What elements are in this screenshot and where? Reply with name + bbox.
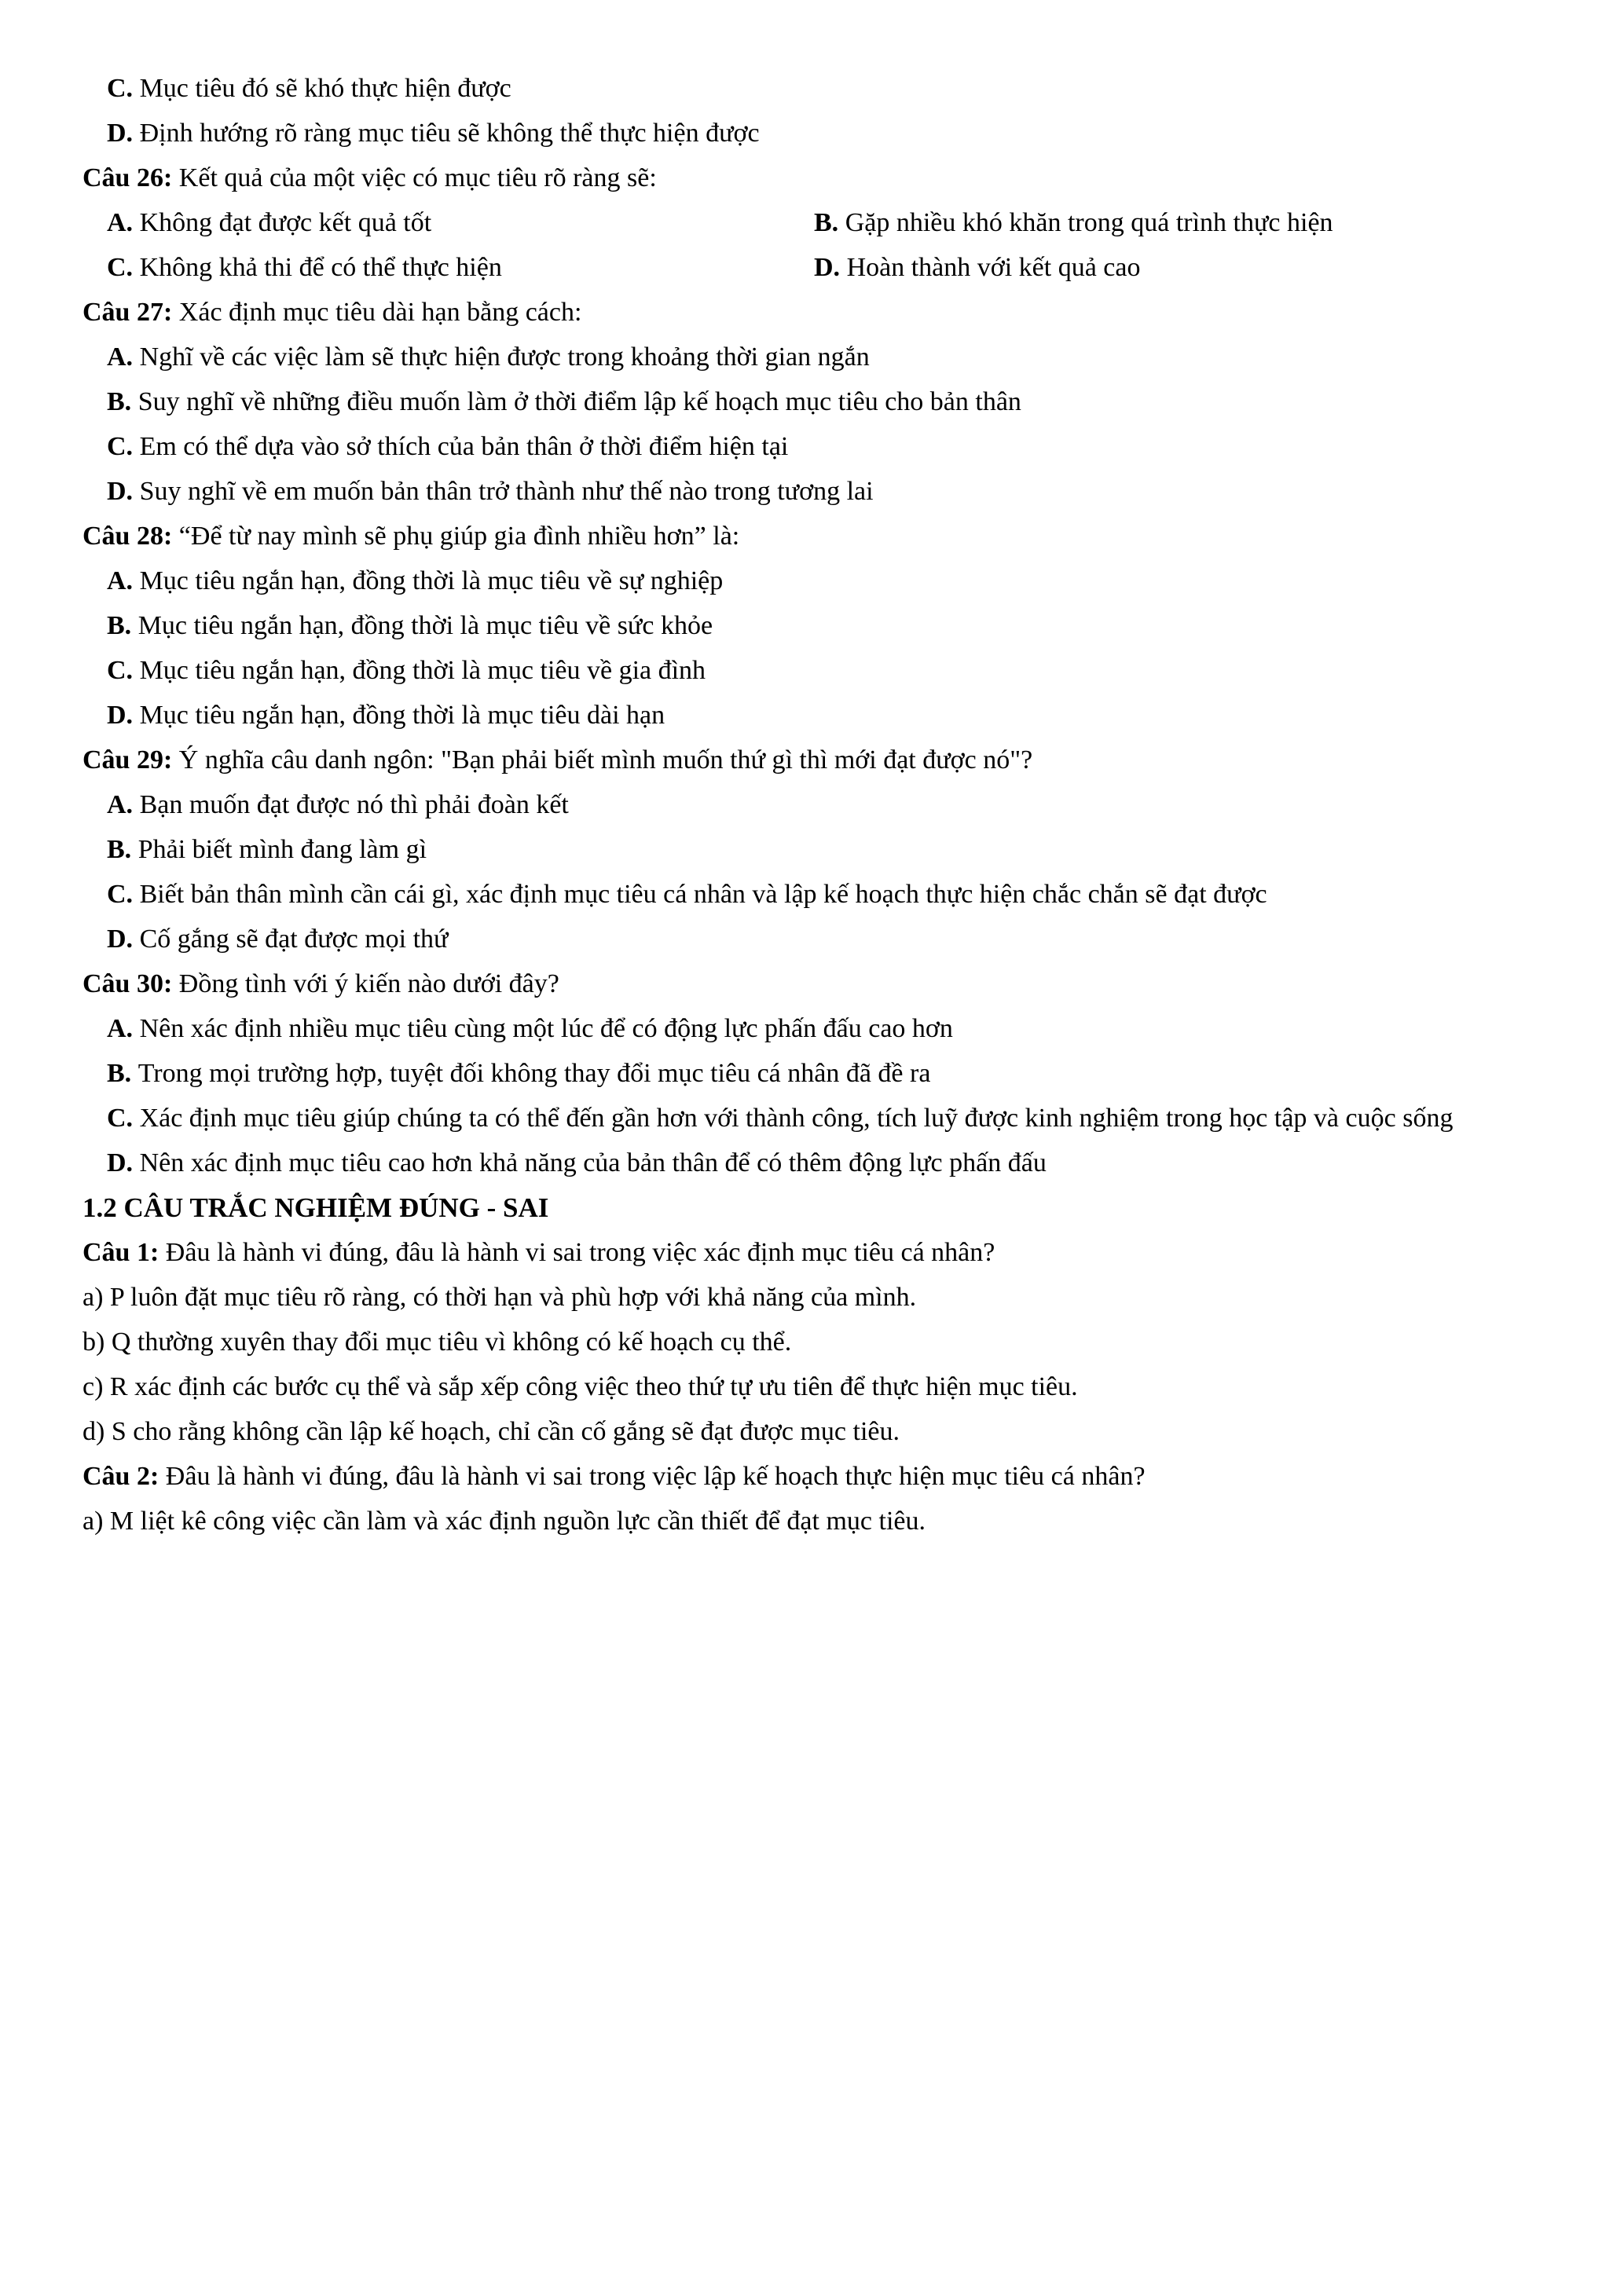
option-pair-line (82, 245, 1543, 290)
bold-label: A. (107, 342, 140, 372)
option-pair-line (82, 200, 1543, 245)
option-line: C. Mục tiêu đó sẽ khó thực hiện được (107, 74, 511, 103)
question-line: Câu 26: Kết quả của một việc có mục tiêu rõ ràng sẽ: (82, 163, 657, 192)
option-line: D. Nên xác định mục tiêu cao hơn khả năng của bản thân để có thêm động lực phấn đấu (107, 1148, 1047, 1177)
bold-label: C. (107, 253, 140, 282)
bold-label: C. (107, 656, 140, 685)
document-body (82, 66, 1543, 1543)
bold-label: D. (107, 477, 140, 506)
bold-label: D. (107, 925, 140, 954)
option-cell: A. Không đạt được kết quả tốt (107, 208, 432, 237)
bold-label: C. (107, 432, 140, 461)
bold-label: A. (107, 790, 140, 819)
bold-label: C. (107, 1104, 140, 1133)
statement-line: d) S cho rằng không cần lập kế hoạch, chỉ cần cố gắng sẽ đạt được mục tiêu. (82, 1417, 900, 1446)
option-line: B. Phải biết mình đang làm gì (107, 835, 427, 864)
option-line: D. Mục tiêu ngắn hạn, đồng thời là mục tiêu dài hạn (107, 701, 665, 730)
question-line: Câu 29: Ý nghĩa câu danh ngôn: "Bạn phải biết mình muốn thứ gì thì mới đạt được nó"? (82, 745, 1033, 774)
bold-label: B. (107, 611, 138, 640)
statement-line: c) R xác định các bước cụ thể và sắp xếp công việc theo thứ tự ưu tiên để thực hiện mục tiêu. (82, 1372, 1078, 1401)
section-heading: 1.2 CÂU TRẮC NGHIỆM ĐÚNG - SAI (82, 1192, 549, 1223)
bold-label: Câu 26: (82, 163, 179, 192)
bold-label: D. (107, 1148, 140, 1177)
bold-label: D. (814, 253, 847, 282)
question-line: Câu 27: Xác định mục tiêu dài hạn bằng cách: (82, 298, 582, 327)
option-line: A. Nghĩ về các việc làm sẽ thực hiện được trong khoảng thời gian ngắn (107, 342, 870, 372)
option-line: C. Biết bản thân mình cần cái gì, xác định mục tiêu cá nhân và lập kế hoạch thực hiện chắc chắn sẽ đạt được (107, 880, 1267, 909)
question-line: Câu 30: Đồng tình với ý kiến nào dưới đây? (82, 969, 559, 998)
option-cell: D. Hoàn thành với kết quả cao (814, 253, 1141, 282)
option-line: B. Trong mọi trường hợp, tuyệt đối không thay đổi mục tiêu cá nhân đã đề ra (107, 1059, 931, 1088)
bold-label: Câu 27: (82, 298, 179, 327)
statement-line: a) P luôn đặt mục tiêu rõ ràng, có thời hạn và phù hợp với khả năng của mình. (82, 1283, 917, 1312)
bold-label: D. (107, 119, 140, 148)
bold-label: A. (107, 208, 140, 237)
option-cell: C. Không khả thi để có thể thực hiện (107, 253, 502, 282)
option-line: A. Mục tiêu ngắn hạn, đồng thời là mục tiêu về sự nghiệp (107, 566, 724, 595)
option-line: B. Suy nghĩ về những điều muốn làm ở thời điểm lập kế hoạch mục tiêu cho bản thân (107, 387, 1021, 416)
bold-label: C. (107, 74, 140, 103)
bold-label: Câu 29: (82, 745, 179, 774)
statement-line: a) M liệt kê công việc cần làm và xác định nguồn lực cần thiết để đạt mục tiêu. (82, 1507, 926, 1536)
bold-label: B. (107, 835, 138, 864)
option-cell: B. Gặp nhiều khó khăn trong quá trình thực hiện (814, 208, 1333, 237)
bold-label: Câu 1: (82, 1238, 166, 1267)
option-line: D. Định hướng rõ ràng mục tiêu sẽ không thể thực hiện được (107, 119, 760, 148)
option-line: D. Cố gắng sẽ đạt được mọi thứ (107, 925, 449, 954)
question-line: Câu 1: Đâu là hành vi đúng, đâu là hành vi sai trong việc xác định mục tiêu cá nhân? (82, 1238, 995, 1267)
option-line: D. Suy nghĩ về em muốn bản thân trở thành như thế nào trong tương lai (107, 477, 874, 506)
bold-label: A. (107, 566, 140, 595)
option-line: C. Em có thể dựa vào sở thích của bản thân ở thời điểm hiện tại (107, 432, 789, 461)
option-line: A. Bạn muốn đạt được nó thì phải đoàn kết (107, 790, 569, 819)
bold-label: B. (814, 208, 845, 237)
option-line: C. Mục tiêu ngắn hạn, đồng thời là mục tiêu về gia đình (107, 656, 706, 685)
bold-label: Câu 28: (82, 522, 179, 551)
bold-label: Câu 30: (82, 969, 179, 998)
question-line: Câu 2: Đâu là hành vi đúng, đâu là hành vi sai trong việc lập kế hoạch thực hiện mục tiêu cá nhân? (82, 1462, 1146, 1491)
bold-label: C. (107, 880, 140, 909)
bold-label: B. (107, 387, 138, 416)
statement-line: b) Q thường xuyên thay đổi mục tiêu vì không có kế hoạch cụ thể. (82, 1327, 792, 1357)
option-line: A. Nên xác định nhiều mục tiêu cùng một lúc để có động lực phấn đấu cao hơn (107, 1014, 953, 1043)
option-line: B. Mục tiêu ngắn hạn, đồng thời là mục tiêu về sức khỏe (107, 611, 713, 640)
option-line: C. Xác định mục tiêu giúp chúng ta có thể đến gần hơn với thành công, tích luỹ được kinh nghiệm trong học tập và cuộc sống (107, 1104, 1454, 1133)
bold-label: D. (107, 701, 140, 730)
bold-label: B. (107, 1059, 138, 1088)
question-line: Câu 28: “Để từ nay mình sẽ phụ giúp gia đình nhiều hơn” là: (82, 522, 740, 551)
bold-label: Câu 2: (82, 1462, 166, 1491)
bold-label: A. (107, 1014, 140, 1043)
